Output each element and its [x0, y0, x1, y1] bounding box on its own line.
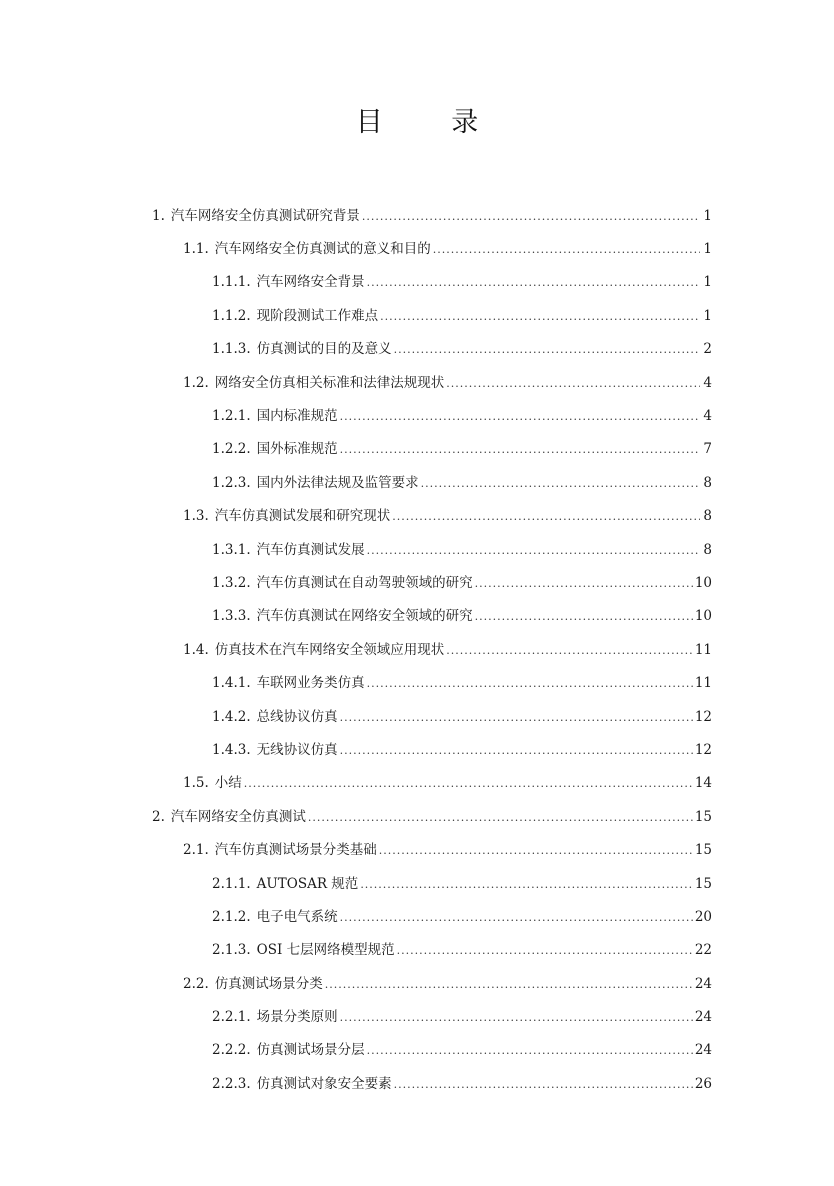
toc-entry-row [183, 237, 712, 257]
toc-entry-page-number: 22 [694, 942, 712, 959]
toc-entry-label: 仿真测试场景分类 [214, 975, 323, 992]
toc-entry-row [212, 538, 712, 558]
toc-leader-dots [340, 410, 700, 423]
toc-entry-page-number: 2 [703, 341, 712, 358]
toc-entry-page-number: 1 [703, 307, 712, 324]
toc-leader-dots [325, 978, 693, 991]
toc-entry-page-number: 15 [694, 808, 712, 825]
toc-leader-dots [380, 310, 700, 323]
toc-entry-number: 1.3.3. [212, 608, 251, 625]
toc-leader-dots [362, 210, 700, 223]
toc-entry[interactable] [0, 431, 834, 464]
toc-entry-page-number: 1 [703, 241, 712, 258]
toc-entry-page-number: 24 [694, 1009, 712, 1026]
toc-entry-page-number: 20 [694, 908, 712, 925]
toc-entry-number: 2.1.2. [212, 908, 251, 925]
toc-entry-label: 现阶段测试工作难点 [256, 307, 379, 324]
toc-leader-dots [379, 844, 693, 857]
toc-entry[interactable] [0, 531, 834, 564]
toc-entry-number: 1.1. [183, 241, 209, 258]
toc-leader-dots [340, 443, 700, 456]
toc-entry[interactable] [0, 865, 834, 898]
toc-leader-dots [367, 677, 693, 690]
toc-leader-dots [340, 911, 693, 924]
toc-entry-row [212, 705, 712, 725]
toc-entry-row [212, 1038, 712, 1058]
toc-entry-page-number: 4 [703, 408, 712, 425]
toc-entry-number: 1.4. [183, 641, 209, 658]
toc-entry-row [183, 371, 712, 391]
toc-entry-label: 网络安全仿真相关标准和法律法规现状 [214, 374, 445, 391]
toc-entry-page-number: 15 [694, 842, 712, 859]
toc-entry-row [212, 872, 712, 892]
toc-entry[interactable] [0, 898, 834, 931]
toc-entry-label: 仿真测试对象安全要素 [256, 1075, 392, 1092]
toc-entry-label: 场景分类原则 [256, 1009, 338, 1026]
toc-entry-label: 汽车仿真测试场景分类基础 [214, 842, 377, 859]
toc-entry-row [212, 304, 712, 324]
toc-entry-number: 1.1.3. [212, 341, 251, 358]
toc-entry-row [152, 204, 712, 224]
toc-entry[interactable] [0, 498, 834, 531]
toc-entry-row [212, 938, 712, 958]
toc-entry-number: 1.3.1. [212, 541, 251, 558]
toc-entry-page-number: 1 [703, 207, 712, 224]
toc-entry-page-number: 24 [694, 1042, 712, 1059]
toc-entry-page-number: 24 [694, 975, 712, 992]
toc-entry-number: 1.3.2. [212, 574, 251, 591]
toc-entry[interactable] [0, 1065, 834, 1098]
toc-entry-number: 1.4.3. [212, 741, 251, 758]
toc-entry[interactable] [0, 564, 834, 597]
toc-entry-row [183, 771, 712, 791]
toc-leader-dots [340, 711, 693, 724]
toc-entry[interactable] [0, 932, 834, 965]
toc-leader-dots [367, 544, 700, 557]
toc-entry-label: 汽车网络安全仿真测试的意义和目的 [214, 241, 431, 258]
toc-entry-page-number: 11 [694, 675, 712, 692]
toc-entry-label: 国外标准规范 [256, 441, 338, 458]
toc-entry-number: 1.4.2. [212, 708, 251, 725]
toc-entry-row [212, 738, 712, 758]
toc-entry-page-number: 1 [703, 274, 712, 291]
toc-entry-label: 仿真测试场景分层 [256, 1042, 365, 1059]
toc-entry-page-number: 15 [694, 875, 712, 892]
toc-entry-page-number: 11 [694, 641, 712, 658]
toc-entry-label: 无线协议仿真 [256, 741, 338, 758]
toc-entry-number: 1.1.2. [212, 307, 251, 324]
toc-entry[interactable] [0, 698, 834, 731]
toc-entry-label: 小结 [214, 775, 242, 792]
toc-entry-number: 2.1.1. [212, 875, 251, 892]
toc-entry-row [212, 337, 712, 357]
toc-entry-number: 2.2. [183, 975, 209, 992]
toc-entry[interactable] [0, 397, 834, 430]
toc-entry-row [152, 805, 712, 825]
toc-entry-number: 2.1. [183, 842, 209, 859]
toc-entry-row [183, 972, 712, 992]
toc-entry-page-number: 7 [703, 441, 712, 458]
toc-leader-dots [308, 811, 693, 824]
toc-leader-dots [446, 644, 693, 657]
toc-entry[interactable] [0, 331, 834, 364]
toc-entry-number: 1.2.2. [212, 441, 251, 458]
toc-entry-row [212, 571, 712, 591]
toc-entry-page-number: 10 [694, 574, 712, 591]
toc-leader-dots [360, 878, 693, 891]
toc-entry-number: 1.4.1. [212, 675, 251, 692]
toc-entry-label: OSI 七层网络模型规范 [256, 942, 395, 959]
toc-entry[interactable] [0, 765, 834, 798]
toc-entry-label: 汽车仿真测试发展和研究现状 [214, 508, 391, 525]
toc-entry[interactable] [0, 965, 834, 998]
toc-entry-label: 仿真技术在汽车网络安全领域应用现状 [214, 641, 445, 658]
toc-entry-number: 1.1.1. [212, 274, 251, 291]
toc-entry-row [183, 638, 712, 658]
toc-entry[interactable] [0, 631, 834, 664]
toc-leader-dots [475, 610, 693, 623]
toc-entry-label: 仿真测试的目的及意义 [256, 341, 392, 358]
toc-entry[interactable] [0, 664, 834, 697]
toc-entry-label: 国内标准规范 [256, 408, 338, 425]
toc-entry[interactable] [0, 197, 834, 230]
toc-entry[interactable] [0, 831, 834, 864]
toc-entry-page-number: 12 [694, 708, 712, 725]
toc-entry[interactable] [0, 998, 834, 1031]
toc-entry-number: 1.5. [183, 775, 209, 792]
toc-entry-page-number: 8 [703, 508, 712, 525]
toc-entry-label: 电子电气系统 [256, 908, 338, 925]
toc-entry-row [212, 604, 712, 624]
toc-entry[interactable] [0, 464, 834, 497]
toc-leader-dots [340, 744, 693, 757]
toc-entry-label: 汽车仿真测试在自动驾驶领域的研究 [256, 574, 473, 591]
toc-entry[interactable] [0, 297, 834, 330]
toc-entry-label: 国内外法律法规及监管要求 [256, 474, 419, 491]
toc-entry-number: 1. [152, 207, 165, 224]
toc-entry-label: 车联网业务类仿真 [256, 675, 365, 692]
toc-entry-label: 汽车网络安全仿真测试研究背景 [170, 207, 360, 224]
toc-entry-page-number: 10 [694, 608, 712, 625]
page-title: 目 录 [355, 107, 509, 138]
toc-entry-number: 1.3. [183, 508, 209, 525]
toc-entry-number: 1.2.1. [212, 408, 251, 425]
toc-leader-dots [397, 944, 693, 957]
toc-entry[interactable] [0, 731, 834, 764]
toc-entry-row [183, 504, 712, 524]
toc-entry-row [212, 1005, 712, 1025]
toc-entry-page-number: 8 [703, 541, 712, 558]
toc-leader-dots [394, 343, 700, 356]
toc-entry-number: 2.2.2. [212, 1042, 251, 1059]
toc-entry-page-number: 8 [703, 474, 712, 491]
toc-entry-row [183, 838, 712, 858]
toc-entry-page-number: 12 [694, 741, 712, 758]
toc-leader-dots [367, 1044, 693, 1057]
toc-entry[interactable] [0, 364, 834, 397]
toc-entry-label: 汽车仿真测试发展 [256, 541, 365, 558]
toc-entry-label: 总线协议仿真 [256, 708, 338, 725]
toc-entry-row [212, 471, 712, 491]
toc-leader-dots [433, 243, 700, 256]
toc-entry[interactable] [0, 598, 834, 631]
toc-entry-label: AUTOSAR 规范 [256, 875, 359, 892]
toc-entry[interactable] [0, 264, 834, 297]
toc-entry-row [212, 905, 712, 925]
toc-entry[interactable] [0, 1032, 834, 1065]
toc-entry-number: 2.2.1. [212, 1009, 251, 1026]
toc-entry-label: 汽车网络安全仿真测试 [170, 808, 306, 825]
toc-leader-dots [394, 1078, 693, 1091]
toc-entry[interactable] [0, 230, 834, 263]
toc-entry-page-number: 26 [694, 1075, 712, 1092]
toc-entry-page-number: 14 [694, 775, 712, 792]
toc-entry-row [212, 404, 712, 424]
toc-entry-label: 汽车仿真测试在网络安全领域的研究 [256, 608, 473, 625]
toc-entry-number: 2.2.3. [212, 1075, 251, 1092]
toc-leader-dots [367, 276, 700, 289]
toc-entry-row [212, 270, 712, 290]
toc-entry-number: 1.2. [183, 374, 209, 391]
toc-leader-dots [446, 377, 700, 390]
toc-entry-row [212, 671, 712, 691]
toc-leader-dots [392, 510, 700, 523]
toc-leader-dots [340, 1011, 693, 1024]
toc-entry-number: 2. [152, 808, 165, 825]
toc-leader-dots [475, 577, 693, 590]
toc-entry-row [212, 437, 712, 457]
toc-entry-label: 汽车网络安全背景 [256, 274, 365, 291]
toc-entry[interactable] [0, 798, 834, 831]
toc-entry-number: 2.1.3. [212, 942, 251, 959]
toc-leader-dots [421, 477, 700, 490]
toc-entry-number: 1.2.3. [212, 474, 251, 491]
toc-entry-row [212, 1072, 712, 1092]
toc-leader-dots [244, 777, 693, 790]
toc-entry-page-number: 4 [703, 374, 712, 391]
table-of-contents [0, 197, 834, 1099]
